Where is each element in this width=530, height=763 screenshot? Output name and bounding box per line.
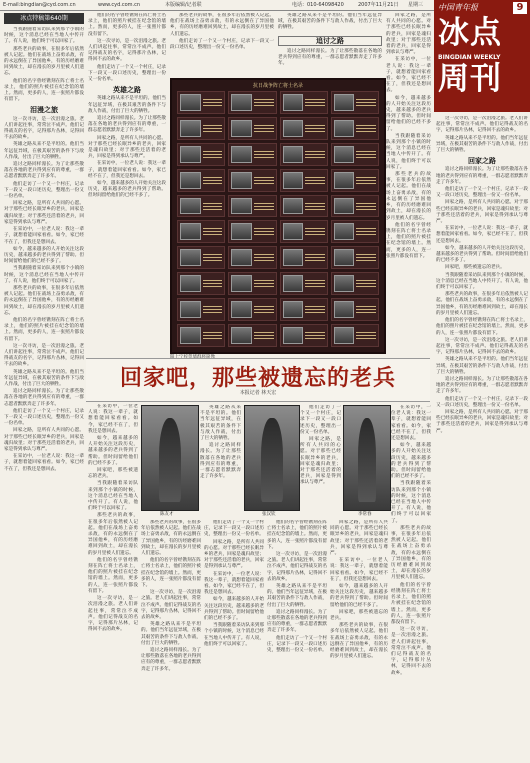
portrait-thumbnail bbox=[231, 198, 252, 215]
body-paragraph: 如今，越来越多的人开始关注这段历史，越来越多的老兵得到了帮助。但时间留给他们的已经不多了。 bbox=[88, 181, 166, 199]
body-paragraph: 他们的名字曾经镌刻在阵亡将士名录上，他们的照片被挂在纪念馆的墙上。然而，更多的人，连一张照片都没有留下。 bbox=[267, 520, 327, 550]
body-paragraph: 如今，越来越多的人开始关注这段历史，越来越多的老兵得到了帮助。但时间留给他们的已经不多了。 bbox=[88, 436, 138, 466]
body-paragraph: 这一次寻访，是一次泪漫之旅。老人们讲起往事，常常泣不成声。他们记得战友的名字，记得那片丛林，记得回不去的故乡。 bbox=[436, 116, 528, 134]
name-lines bbox=[305, 325, 327, 346]
name-lines bbox=[254, 221, 276, 242]
body-paragraph: 回家之路，是所有人共同的心愿。对于那些已经长眠异乡的老兵，回家是魂归故里；对于那些还活着的老兵，回家是得到承认与尊严。 bbox=[330, 520, 388, 557]
martyr-portrait-cell bbox=[331, 298, 379, 321]
portrait-thumbnail bbox=[283, 327, 304, 344]
body-paragraph: 追讨之路同样漫长。为了让那些散落在各地的老兵得到应有的尊重，一群志愿者默默奔走了许多年。 bbox=[278, 48, 382, 67]
name-lines bbox=[356, 273, 378, 294]
martyr-portrait-cell bbox=[331, 169, 379, 192]
body-paragraph: 这一次寻访，是一次泪漫之旅。老人们讲起往事，常常泣不成声。他们记得战友的名字，记得那片丛林，记得回不去的故乡。 bbox=[267, 552, 327, 582]
header-weekday: 星期三 bbox=[408, 2, 424, 8]
article-column-lower-2 bbox=[204, 520, 264, 760]
portrait-thumbnail bbox=[180, 94, 201, 111]
martyr-portrait-cell bbox=[280, 246, 328, 269]
portrait-thumbnail bbox=[180, 275, 201, 292]
martyr-photo-grid bbox=[170, 78, 386, 354]
header-date: 2007年11月21日 bbox=[358, 2, 399, 8]
portrait-thumbnail bbox=[180, 327, 201, 344]
name-lines bbox=[203, 144, 225, 165]
body-paragraph: 那些老兵的故事，在很多年后依然被人记起。他们在战场上奋勇杀敌，有的永远倒在了异国他乡，有的历经磨难回到故土，却在漫长的岁月里被人们遗忘。 bbox=[391, 525, 431, 581]
article-column-lower-1 bbox=[141, 520, 201, 760]
body-paragraph: 当我跟随着采访队来到那个小镇的时候，这个消息已经在当地人中传开了。有人说，他们终于可以回家了。 bbox=[436, 272, 528, 291]
portrait-thumbnail bbox=[334, 94, 355, 111]
name-lines bbox=[203, 273, 225, 294]
body-paragraph: 如今，越来越多的人开始关注这段历史，越来越多的老兵得到了帮助。但时间留给他们的已经不多了。 bbox=[386, 95, 431, 132]
article-column-1 bbox=[4, 27, 84, 760]
name-lines bbox=[203, 325, 225, 346]
name-lines bbox=[203, 170, 225, 191]
portrait-thumbnail bbox=[180, 223, 201, 240]
subhead-3: 追讨之路 bbox=[278, 36, 382, 46]
portrait-thumbnail bbox=[334, 327, 355, 344]
article-col-between-2 bbox=[300, 405, 341, 509]
name-lines bbox=[305, 196, 327, 217]
portrait-thumbnail bbox=[283, 198, 304, 215]
body-paragraph: 他们走访了一个又一个村庄，记录下一段又一段口述历史，整理出一份又一份名单。 bbox=[170, 38, 274, 51]
martyr-portrait-cell bbox=[331, 246, 379, 269]
series-label: 冰点特稿第640期 bbox=[4, 13, 84, 24]
body-paragraph: 在采访中，一位老人说：我这一辈子，就想着能回家看看。如今，家已经不在了，但我还是想回去。 bbox=[88, 404, 138, 434]
name-lines bbox=[203, 92, 225, 113]
body-paragraph: 回家之路，是所有人共同的心愿。对于那些已经长眠异乡的老兵，回家是魂归故里；对于那些还活着的老兵，回家是得到承认与尊严。 bbox=[300, 437, 341, 486]
portrait-thumbnail bbox=[180, 172, 201, 189]
name-lines bbox=[305, 221, 327, 242]
name-lines bbox=[254, 118, 276, 139]
portrait-thumbnail bbox=[334, 301, 355, 318]
martyr-portrait-cell bbox=[280, 169, 328, 192]
martyr-portrait-cell bbox=[228, 220, 276, 243]
body-paragraph: 在采访中，一位老人说：我这一辈子，就想着能回家看看。如今，家已经不在了，但我还是想回去。 bbox=[436, 226, 528, 244]
body-paragraph: 英雄之路从来不是平坦的。他们当年远征异域，在极其艰苦的条件下与敌人作战，付出了巨大的牺牲。 bbox=[4, 142, 84, 160]
body-paragraph: 英雄之路从来不是平坦的。他们当年远征异域，在极其艰苦的条件下与敌人作战，付出了巨大的牺牲。 bbox=[4, 369, 84, 387]
portrait-thumbnail bbox=[283, 94, 304, 111]
name-lines bbox=[356, 325, 378, 346]
body-paragraph: 那些老兵的故事，在很多年后依然被人记起。他们在战场上奋勇杀敌，有的永远倒在了异国他乡，有的历经磨难回到故土，却在漫长的岁月里被人们遗忘。 bbox=[330, 623, 388, 660]
subhead-2: 英雄之路 bbox=[113, 86, 141, 95]
header-editor: 本版编辑/记者联 bbox=[165, 2, 202, 8]
article-column-lower-4 bbox=[330, 520, 388, 760]
portrait-thumbnail bbox=[283, 172, 304, 189]
body-paragraph: 他们走访了一个又一个村庄，记录下一段又一段口述历史，整理出一份又一份名单。 bbox=[88, 64, 166, 83]
name-lines bbox=[356, 196, 378, 217]
body-paragraph: 追讨之路同样漫长。为了让那些散落在各地的老兵得到应有的尊重，一群志愿者默默奔走了许多年。 bbox=[267, 609, 327, 634]
body-paragraph: 回家之路，是所有人共同的心愿。对于那些已经长眠异乡的老兵，回家是魂归故里；对于那些还活着的老兵，回家是得到承认与尊严。 bbox=[436, 200, 528, 225]
name-lines bbox=[356, 170, 378, 191]
body-paragraph: 英雄之路从来不是平坦的。他们当年远征异域，在极其艰苦的条件下与敌人作战，付出了巨大的牺牲。 bbox=[141, 622, 201, 646]
portrait-thumbnail bbox=[231, 223, 252, 240]
headline: 回家吧，那些被遗忘的老兵 bbox=[119, 366, 396, 391]
body-paragraph: 这一次寻访，是一次泪漫之旅。老人们讲起往事，常常泣不成声。他们记得战友的名字，记得那片丛林，记得回不去的故乡。 bbox=[88, 38, 166, 63]
masthead-title-en: BINGDIAN WEEKLY bbox=[438, 54, 501, 61]
body-paragraph: 当我跟随着采访队来到那个小镇的时候，这个消息已经在当地人中传开了。有人说，他们终于可以回家了。 bbox=[204, 623, 264, 647]
martyr-portrait-cell bbox=[228, 298, 276, 321]
portrait-thumbnail bbox=[334, 249, 355, 266]
body-paragraph: 回家吧，那些被遗忘的老兵。 bbox=[445, 265, 505, 271]
body-paragraph: 如今，越来越多的人开始关注这段历史，越来越多的老兵得到了帮助。但时间留给他们的已经不多了。 bbox=[330, 584, 388, 608]
martyr-portrait-cell bbox=[228, 272, 276, 295]
martyr-portrait-cell bbox=[280, 220, 328, 243]
body-paragraph: 回家之路，是所有人共同的心愿。对于那些已经长眠异乡的老兵，回家是魂归故里；对于那些还活着的老兵，回家是得到承认与尊严。 bbox=[4, 428, 84, 452]
body-paragraph: 那些老兵的故事，在很多年后依然被人记起。他们在战场上奋勇杀敌，有的永远倒在了异国他乡，有的历经磨难回到故土，却在漫长的岁月里被人们遗忘。 bbox=[141, 520, 201, 557]
portrait-thumbnail bbox=[334, 120, 355, 137]
martyr-portrait-cell bbox=[177, 195, 225, 218]
body-paragraph: 回家之路，是所有人共同的心愿。对于那些已经长眠异乡的老兵，回家是魂归故里；对于那些还活着的老兵，回家是得到承认与尊严。 bbox=[4, 201, 84, 225]
body-paragraph: 追讨之路同样漫长。为了让那些散落在各地的老兵得到应有的尊重，一群志愿者默默奔走了许多年。 bbox=[141, 648, 201, 672]
martyr-portrait-cell bbox=[331, 91, 379, 114]
body-paragraph: 那些老兵的故事，在很多年后依然被人记起。他们在战场上奋勇杀敌，有的永远倒在了异国他乡，有的历经磨难回到故土，却在漫长的岁月里被人们遗忘。 bbox=[436, 292, 528, 316]
body-paragraph: 那些老兵的故事，在很多年后依然被人记起。他们在战场上奋勇杀敌，有的永远倒在了异国他乡，有的历经磨难回到故土，却在漫长的岁月里被人们遗忘。 bbox=[88, 513, 138, 556]
martyr-portrait-cell bbox=[228, 143, 276, 166]
body-paragraph: 这一次寻访，是一次泪漫之旅。老人们讲起往事，常常泣不成声。他们记得战友的名字，记得那片丛林，记得回不去的故乡。 bbox=[4, 343, 84, 368]
martyr-portrait-cell bbox=[177, 91, 225, 114]
body-paragraph: 这一次寻访，是一次泪漫之旅。老人们讲起往事，常常泣不成声。他们记得战友的名字，记得那片丛林，记得回不去的故乡。 bbox=[4, 116, 84, 141]
photo-caption-3: 李常春 bbox=[358, 512, 372, 517]
body-paragraph: 他们走访了一个又一个村庄，记录下一段又一段口述历史，整理出一份又一份名单。 bbox=[4, 408, 84, 427]
body-paragraph: 追讨之路同样漫长。为了让那些散落在各地的老兵得到应有的尊重，一群志愿者默默奔走了许多年。 bbox=[436, 376, 528, 395]
brand-logo: 中国青年报 bbox=[438, 3, 478, 12]
martyr-portrait-cell bbox=[177, 169, 225, 192]
body-paragraph: 回家吧，那些被遗忘的老兵。 bbox=[330, 609, 388, 622]
article-column-2-lower bbox=[88, 404, 138, 760]
martyr-portrait-cell bbox=[177, 117, 225, 140]
photo-caption-1: 陈友才 bbox=[160, 512, 174, 517]
martyr-portrait-cell bbox=[280, 298, 328, 321]
masthead bbox=[434, 0, 530, 112]
body-paragraph: 这一次寻访，是一次泪漫之旅。老人们讲起往事，常常泣不成声。他们记得战友的名字，记得那片丛林，记得回不去的故乡。 bbox=[141, 590, 201, 621]
header-phone: 电话：010-64098420 bbox=[292, 2, 344, 8]
subhead-1: 泪漫之旅 bbox=[30, 106, 58, 115]
martyr-portrait-cell bbox=[280, 91, 328, 114]
body-paragraph: 当我跟随着采访队来到那个小镇的时候，这个消息已经在当地人中传开了。有人说，他们终于可以回家了。 bbox=[4, 266, 84, 284]
portrait-thumbnail bbox=[180, 301, 201, 318]
martyr-portrait-cell bbox=[280, 324, 328, 347]
name-lines bbox=[254, 144, 276, 165]
name-lines bbox=[254, 247, 276, 268]
body-paragraph: 在采访中，一位老人说：我这一辈子，就想着能回家看看。如今，家已经不在了，但我还是想回去。 bbox=[386, 57, 431, 94]
body-paragraph: 他们的名字曾经镌刻在阵亡将士名录上，他们的照片被挂在纪念馆的墙上。然而，更多的人，连一张照片都没有留下。 bbox=[4, 317, 84, 342]
article-col-between-1 bbox=[200, 405, 241, 509]
masthead-title-1: 冰点 bbox=[438, 15, 502, 51]
body-paragraph: 那些老兵的故事，在很多年后依然被人记起。他们在战场上奋勇杀敌，有的永远倒在了异国他乡，有的历经磨难回到故土，却在漫长的岁月里被人们遗忘。 bbox=[4, 285, 84, 316]
name-lines bbox=[203, 118, 225, 139]
body-paragraph: 追讨之路同样漫长。为了让那些散落在各地的老兵得到应有的尊重，一群志愿者默默奔走了许多年。 bbox=[4, 162, 84, 180]
body-paragraph: 那些老兵的故事，在很多年后依然被人记起。他们在战场上奋勇杀敌，有的永远倒在了异国他乡，有的历经磨难回到故土，却在漫长的岁月里被人们遗忘。 bbox=[170, 13, 274, 37]
body-paragraph: 这一次寻访，是一次泪漫之旅。老人们讲起往事，常常泣不成声。他们记得战友的名字，记得那片丛林，记得回不去的故乡。 bbox=[436, 337, 528, 356]
body-paragraph: 在采访中，一位老人说：我这一辈子，就想着能回家看看。如今，家已经不在了，但我还是想回去。 bbox=[88, 161, 166, 179]
body-paragraph: 英雄之路从来不是平坦的。他们当年远征异域，在极其艰苦的条件下与敌人作战，付出了巨大的牺牲。 bbox=[267, 584, 327, 608]
portrait-thumbnail bbox=[334, 172, 355, 189]
portrait-thumbnail bbox=[180, 146, 201, 163]
article-column-5 bbox=[386, 13, 431, 355]
headline-bar bbox=[86, 358, 430, 402]
body-paragraph: 在采访中，一位老人说：我这一辈子，就想着能回家看看。如今，家已经不在了，但我还是想回去。 bbox=[204, 571, 264, 596]
martyr-portrait-cell bbox=[177, 246, 225, 269]
martyr-portrait-cell bbox=[280, 117, 328, 140]
name-lines bbox=[305, 92, 327, 113]
body-paragraph: 英雄之路从来不是平坦的。他们当年远征异域，在极其艰苦的条件下与敌人作战，付出了巨大的牺牲。 bbox=[278, 13, 382, 31]
portrait-thumbnail bbox=[180, 249, 201, 266]
page-number: 9 bbox=[513, 2, 527, 14]
portrait-thumbnail bbox=[283, 249, 304, 266]
article-column-lower-3 bbox=[267, 520, 327, 760]
portrait-thumbnail bbox=[180, 198, 201, 215]
martyr-portrait-cell bbox=[228, 246, 276, 269]
martyr-portrait-cell bbox=[228, 91, 276, 114]
article-col-between-3 bbox=[391, 405, 431, 759]
martyr-portrait-cell bbox=[331, 272, 379, 295]
grid-title: 抗日战争阵亡将士名录 bbox=[252, 83, 303, 89]
body-paragraph: 当我跟随着采访队来到那个小镇的时候，这个消息已经在当地人中传开了。有人说，他们终于可以回家了。 bbox=[4, 27, 84, 45]
name-lines bbox=[254, 325, 276, 346]
name-lines bbox=[356, 144, 378, 165]
portrait-thumbnail bbox=[231, 249, 252, 266]
grid-cells bbox=[177, 91, 379, 347]
body-paragraph: 回家之路，是所有人共同的心愿。对于那些已经长眠异乡的老兵，回家是魂归故里；对于那些还活着的老兵，回家是得到承认与尊严。 bbox=[88, 135, 166, 160]
name-lines bbox=[356, 221, 378, 242]
martyr-portrait-cell bbox=[228, 169, 276, 192]
name-lines bbox=[254, 92, 276, 113]
article-column-3-top bbox=[170, 13, 274, 76]
name-lines bbox=[254, 196, 276, 217]
subhead-4: 回家之路 bbox=[468, 157, 496, 166]
martyr-portrait-cell bbox=[331, 220, 379, 243]
body-paragraph: 他们的名字曾经镌刻在阵亡将士名录上，他们的照片被挂在纪念馆的墙上。然而，更多的人，连一张照片都没有留下。 bbox=[4, 78, 84, 103]
name-lines bbox=[305, 273, 327, 294]
portrait-thumbnail bbox=[231, 120, 252, 137]
body-paragraph: 那些老兵的故事，在很多年后依然被人记起。他们在战场上奋勇杀敌，有的永远倒在了异国他乡，有的历经磨难回到故土，却在漫长的岁月里被人们遗忘。 bbox=[386, 172, 431, 221]
martyr-portrait-cell bbox=[331, 143, 379, 166]
body-paragraph: 英雄之路从来不是平坦的。他们当年远征异域，在极其艰苦的条件下与敌人作战，付出了巨大的牺牲。 bbox=[436, 135, 528, 154]
body-paragraph: 当我跟随着采访队来到那个小镇的时候，这个消息已经在当地人中传开了。有人说，他们终于可以回家了。 bbox=[88, 481, 138, 512]
body-paragraph: 追讨之路同样漫长。为了让那些散落在各地的老兵得到应有的尊重，一群志愿者默默奔走了许多年。 bbox=[4, 389, 84, 407]
body-paragraph: 这一次寻访，是一次泪漫之旅。老人们讲起往事，常常泣不成声。他们记得战友的名字，记得那片丛林，记得回不去的故乡。 bbox=[88, 596, 138, 633]
article-column-right bbox=[436, 116, 528, 760]
body-paragraph: 他们的名字曾经镌刻在阵亡将士名录上，他们的照片被挂在纪念馆的墙上。然而，更多的人，连一张照片都没有留下。 bbox=[391, 582, 431, 625]
body-paragraph: 在采访中，一位老人说：我这一辈子，就想着能回家看看。如今，家已经不在了，但我还是想回去。 bbox=[330, 558, 388, 582]
portrait-thumbnail bbox=[231, 94, 252, 111]
martyr-portrait-cell bbox=[280, 195, 328, 218]
body-paragraph: 那些老兵的故事，在很多年后依然被人记起。他们在战场上奋勇杀敌，有的永远倒在了异国他乡，有的历经磨难回到故土，却在漫长的岁月里被人们遗忘。 bbox=[4, 46, 84, 77]
body-paragraph: 他们的名字曾经镌刻在阵亡将士名录上，他们的照片被挂在纪念馆的墙上。然而，更多的人，连一张照片都没有留下。 bbox=[141, 558, 201, 589]
body-paragraph: 他们走访了一个又一个村庄，记录下一段又一段口述历史，整理出一份又一份名单。 bbox=[300, 405, 341, 435]
martyr-portrait-cell bbox=[177, 298, 225, 321]
body-paragraph: 追讨之路同样漫长。为了让那些散落在各地的老兵得到应有的尊重，一群志愿者默默奔走了许多年。 bbox=[436, 167, 528, 185]
body-paragraph: 在采访中，一位老人说：我这一辈子，就想着能回家看看。如今，家已经不在了，但我还是想回去。 bbox=[4, 227, 84, 245]
name-lines bbox=[305, 170, 327, 191]
name-lines bbox=[203, 247, 225, 268]
body-paragraph: 他们走访了一个又一个村庄，记录下一段又一段口述历史，整理出一份又一份名单。 bbox=[4, 181, 84, 200]
body-paragraph: 英雄之路从来不是平坦的。他们当年远征异域，在极其艰苦的条件下与敌人作战，付出了巨大的牺牲。 bbox=[88, 96, 166, 114]
body-paragraph: 如今，越来越多的人开始关注这段历史，越来越多的老兵得到了帮助。但时间留给他们的已经不多了。 bbox=[391, 443, 431, 480]
body-paragraph: 他们的名字曾经镌刻在阵亡将士名录上，他们的照片被挂在纪念馆的墙上。然而，更多的人，连一张照片都没有留下。 bbox=[88, 13, 166, 37]
martyr-portrait-cell bbox=[280, 272, 328, 295]
body-paragraph: 在采访中，一位老人说：我这一辈子，就想着能回家看看。如今，家已经不在了，但我还是想回去。 bbox=[4, 454, 84, 472]
name-lines bbox=[356, 247, 378, 268]
martyr-portrait-cell bbox=[177, 220, 225, 243]
body-paragraph: 追讨之路同样漫长。为了让那些散落在各地的老兵得到应有的尊重，一群志愿者默默奔走了许多年。 bbox=[88, 116, 166, 134]
header-web: www.cyd.com.cn bbox=[98, 2, 141, 8]
body-paragraph: 英雄之路从来不是平坦的。他们当年远征异域，在极其艰苦的条件下与敌人作战，付出了巨大的牺牲。 bbox=[436, 357, 528, 375]
header-email: E-mail:bingdian@cyd.com.cn bbox=[3, 2, 76, 8]
name-lines bbox=[356, 118, 378, 139]
portrait-thumbnail bbox=[231, 275, 252, 292]
body-paragraph: 如今，越来越多的人开始关注这段历史，越来越多的老兵得到了帮助。但时间留给他们的已经不多了。 bbox=[4, 246, 84, 265]
portrait-thumbnail bbox=[283, 146, 304, 163]
martyr-portrait-cell bbox=[331, 195, 379, 218]
body-paragraph: 这一次寻访，是一次泪漫之旅。老人们讲起往事，常常泣不成声。他们记得战友的名字，记得那片丛林，记得回不去的故乡。 bbox=[391, 627, 431, 676]
martyr-portrait-cell bbox=[228, 117, 276, 140]
portrait-photo-2 bbox=[244, 405, 300, 511]
portrait-thumbnail bbox=[283, 301, 304, 318]
portrait-thumbnail bbox=[231, 146, 252, 163]
body-paragraph: 如今，越来越多的人开始关注这段历史，越来越多的老兵得到了帮助。但时间留给他们的已经不多了。 bbox=[436, 245, 528, 264]
name-lines bbox=[305, 144, 327, 165]
body-paragraph: 追讨之路同样漫长。为了让那些散落在各地的老兵得到应有的尊重，一群志愿者默默奔走了许多年。 bbox=[200, 443, 241, 480]
martyr-portrait-cell bbox=[331, 117, 379, 140]
portrait-thumbnail bbox=[180, 120, 201, 137]
name-lines bbox=[305, 247, 327, 268]
portrait-thumbnail bbox=[283, 120, 304, 137]
portrait-photo-3 bbox=[343, 405, 391, 511]
body-paragraph: 他们的名字曾经镌刻在阵亡将士名录上，他们的照片被挂在纪念馆的墙上。然而，更多的人，连一张照片都没有留下。 bbox=[88, 557, 138, 594]
portrait-thumbnail bbox=[334, 146, 355, 163]
name-lines bbox=[356, 299, 378, 320]
martyr-portrait-cell bbox=[280, 143, 328, 166]
body-paragraph: 他们走访了一个又一个村庄，记录下一段又一段口述历史，整理出一份又一份名单。 bbox=[204, 520, 264, 538]
body-paragraph: 当我跟随着采访队来到那个小镇的时候，这个消息已经在当地人中传开了。有人说，他们终于可以回家了。 bbox=[386, 133, 431, 170]
portrait-thumbnail bbox=[334, 223, 355, 240]
body-paragraph: 英雄之路从来不是平坦的。他们当年远征异域，在极其艰苦的条件下与敌人作战，付出了巨大的牺牲。 bbox=[200, 405, 241, 442]
portrait-thumbnail bbox=[231, 327, 252, 344]
portrait-thumbnail bbox=[334, 198, 355, 215]
name-lines bbox=[254, 273, 276, 294]
portrait-thumbnail bbox=[231, 172, 252, 189]
photo-caption-2: 张汉钦 bbox=[262, 512, 276, 517]
body-paragraph: 他们的名字曾经镌刻在阵亡将士名录上，他们的照片被挂在纪念馆的墙上。然而，更多的人，连一张照片都没有留下。 bbox=[436, 318, 528, 336]
name-lines bbox=[203, 196, 225, 217]
masthead-title-2: 周刊 bbox=[438, 61, 502, 97]
name-lines bbox=[254, 299, 276, 320]
martyr-portrait-cell bbox=[228, 324, 276, 347]
name-lines bbox=[203, 221, 225, 242]
body-paragraph: 回家之路，是所有人共同的心愿。对于那些已经长眠异乡的老兵，回家是魂归故里；对于那些还活着的老兵，回家是得到承认与尊严。 bbox=[436, 409, 528, 434]
martyr-portrait-cell bbox=[177, 143, 225, 166]
name-lines bbox=[254, 170, 276, 191]
name-lines bbox=[203, 299, 225, 320]
body-paragraph: 他们走访了一个又一个村庄，记录下一段又一段口述历史，整理出一份又一份名单。 bbox=[267, 635, 327, 654]
body-paragraph: 回家之路，是所有人共同的心愿。对于那些已经长眠异乡的老兵，回家是魂归故里；对于那些还活着的老兵，回家是得到承认与尊严。 bbox=[204, 539, 264, 570]
martyr-portrait-cell bbox=[331, 324, 379, 347]
portrait-thumbnail bbox=[283, 275, 304, 292]
body-paragraph: 在采访中，一位老人说：我这一辈子，就想着能回家看看。如今，家已经不在了，但我还是想回去。 bbox=[391, 405, 431, 442]
body-paragraph: 如今，越来越多的人开始关注这段历史，越来越多的老兵得到了帮助。但时间留给他们的已经不多了。 bbox=[204, 597, 264, 622]
name-lines bbox=[305, 118, 327, 139]
body-paragraph: 他们走访了一个又一个村庄，记录下一段又一段口述历史，整理出一份又一份名单。 bbox=[436, 187, 528, 199]
name-lines bbox=[305, 299, 327, 320]
body-paragraph: 他们的名字曾经镌刻在阵亡将士名录上，他们的照片被挂在纪念馆的墙上。然而，更多的人，连一张照片都没有留下。 bbox=[386, 222, 431, 259]
martyr-portrait-cell bbox=[177, 272, 225, 295]
body-paragraph: 当我跟随着采访队来到那个小镇的时候，这个消息已经在当地人中传开了。有人说，他们终于可以回家了。 bbox=[391, 481, 431, 524]
martyr-portrait-cell bbox=[177, 324, 225, 347]
article-column-4-top bbox=[278, 13, 382, 76]
byline: 本报记者 林天宏 bbox=[239, 390, 277, 396]
name-lines bbox=[356, 92, 378, 113]
body-paragraph: 回家吧，那些被遗忘的老兵。 bbox=[88, 468, 138, 480]
martyr-portrait-cell bbox=[228, 195, 276, 218]
body-paragraph: 他们走访了一个又一个村庄，记录下一段又一段口述历史，整理出一份又一份名单。 bbox=[436, 396, 528, 408]
portrait-thumbnail bbox=[231, 301, 252, 318]
portrait-photo-1 bbox=[141, 405, 199, 511]
portrait-thumbnail bbox=[334, 275, 355, 292]
portrait-thumbnail bbox=[283, 223, 304, 240]
article-column-2 bbox=[88, 13, 166, 355]
body-paragraph: 回家之路，是所有人共同的心愿。对于那些已经长眠异乡的老兵，回家是魂归故里；对于那些还活着的老兵，回家是得到承认与尊严。 bbox=[386, 13, 431, 56]
